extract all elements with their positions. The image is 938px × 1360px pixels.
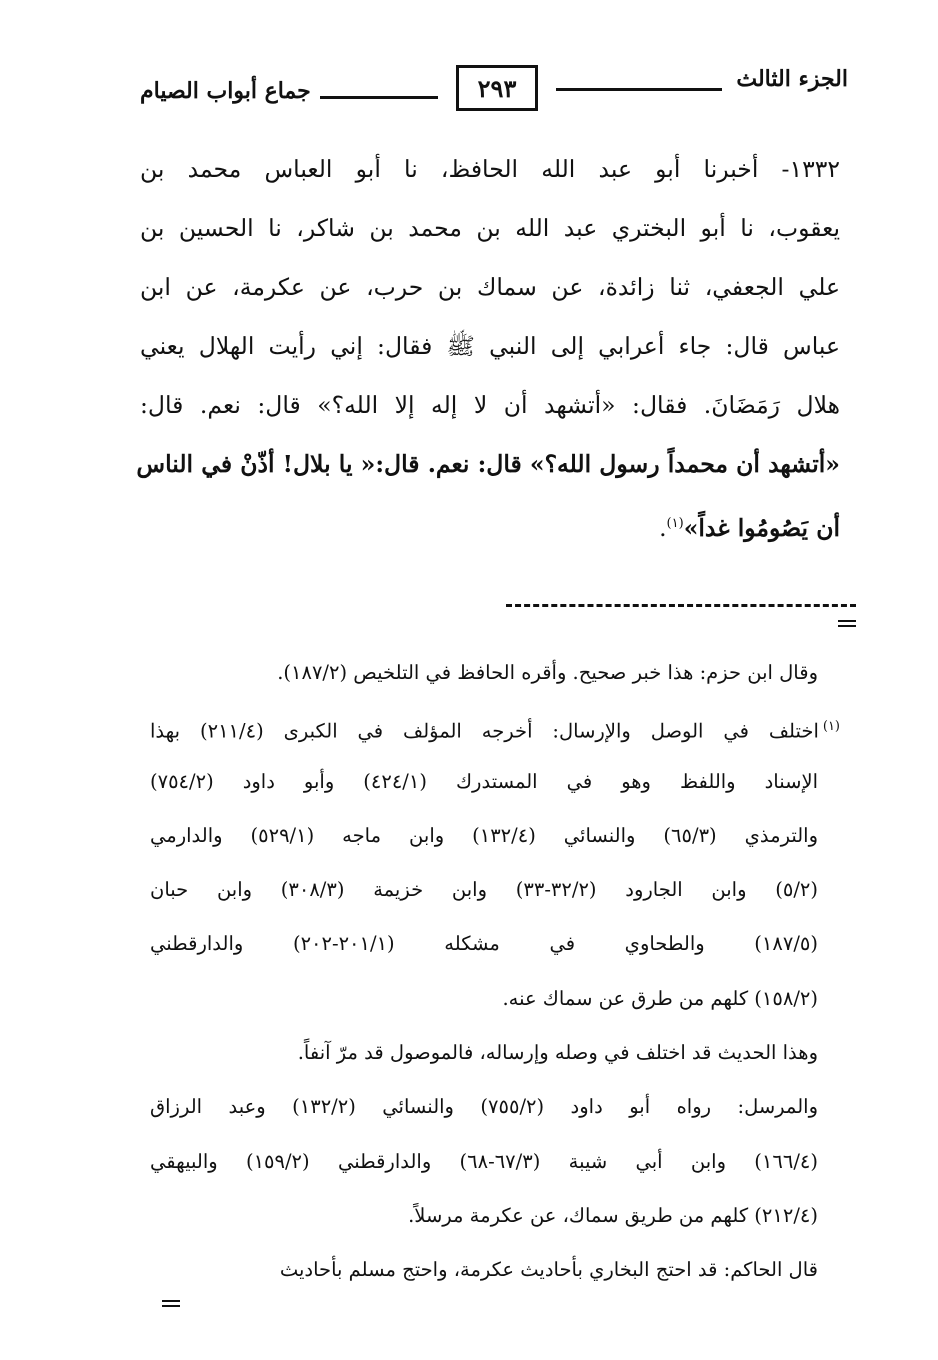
footnote-line: (١٥٨/٢) كلهم من طرق عن سماك عنه. [502, 986, 818, 1010]
hadith-line: «أتشهد أن محمداً رسول الله؟» قال: نعم. قال:« يا بلال! أذّنْ في الناس [136, 450, 840, 478]
footnote-preface: وقال ابن حزم: هذا خبر صحيح. وأقره الحافظ في التلخيص (١٨٧/٢). [277, 661, 818, 684]
footnote-line: (٢١٢/٤) كلهم من طريق سماك، عن عكرمة مرسلاً. [408, 1203, 818, 1227]
footnote-line-text: اختلف في الوصل والإرسال: أخرجه المؤلف في الكبرى (٢١١/٤) بهذا [150, 719, 819, 743]
hadith-line: هلال رَمَضَانَ. فقال: «أتشهد أن لا إله إلا الله؟» قال: نعم. قال: [140, 391, 840, 419]
header-chapter-title: جماع أبواب الصيام [140, 78, 311, 104]
footnote-line: (١٨٧/٥) والطحاوي في مشكله (٢٠١/١-٢٠٢) والدارقطني [150, 932, 818, 956]
footnote-line: والمرسل: رواه أبو داود (٧٥٥/٢) والنسائي (١٣٢/٢) وعبد الرزاق [150, 1095, 818, 1119]
hadith-line: عباس قال: جاء أعرابي إلى النبي ﷺ فقال: إني رأيت الهلال يعني [140, 332, 840, 360]
header-rule-left [320, 96, 438, 99]
hadith-line: ١٣٣٢- أخبرنا أبو عبد الله الحافظ، نا أبو العباس محمد بن [140, 155, 840, 183]
footnote-line: (٥/٢) وابن الجارود (٣٢/٢-٣٣) وابن خزيمة (٣٠٨/٣) وابن حبان [150, 878, 819, 902]
hadith-line: يعقوب، نا أبو البختري عبد الله بن محمد بن شاكر، نا الحسين بن [140, 214, 840, 242]
continuation-mark-top [838, 620, 856, 627]
hadith-text [136, 140, 840, 553]
footnote-line: والترمذي (٦٥/٣) والنسائي (١٣٢/٤) وابن ماجه (٥٢٩/١) والدارمي [150, 823, 818, 847]
hadith-line: علي الجعفي، ثنا زائدة، عن سماك بن حرب، عن عكرمة، عن ابن [140, 273, 840, 301]
footnote-number: (١) [822, 719, 840, 735]
footnote-line: الإسناد واللفظ وهو في المستدرك (٤٢٤/١) وأبو داود (٧٥٤/٢) [150, 769, 818, 793]
page-number: ٢٩٣ [477, 73, 517, 103]
footnote-line [150, 700, 840, 754]
footnotes [150, 646, 840, 1298]
footnote-reference: (١) [666, 516, 684, 531]
footnote-paragraph: قال الحاكم: قد احتج البخاري بأحاديث عكرمة، واحتج مسلم بأحاديث [279, 1258, 818, 1282]
header-part-title: الجزء الثالث [736, 66, 848, 92]
header-rule-right [556, 88, 722, 91]
footnote-divider [506, 604, 856, 607]
page-number-box [456, 65, 538, 111]
continuation-mark-bottom [162, 1300, 180, 1307]
end-mark: . [659, 513, 667, 542]
footnote-paragraph: وهذا الحديث قد اختلف في وصله وإرساله، فالموصول قد مرّ آنفاً. [297, 1041, 818, 1065]
hadith-last-line [140, 494, 840, 553]
footnote-line: (١٦٦/٤) وابن أبي شيبة (٦٧/٣-٦٨) والدارقطني (١٥٩/٢) والبيهقي [150, 1149, 818, 1173]
hadith-line-text: أن يَصُومُوا غداً» [683, 513, 840, 542]
